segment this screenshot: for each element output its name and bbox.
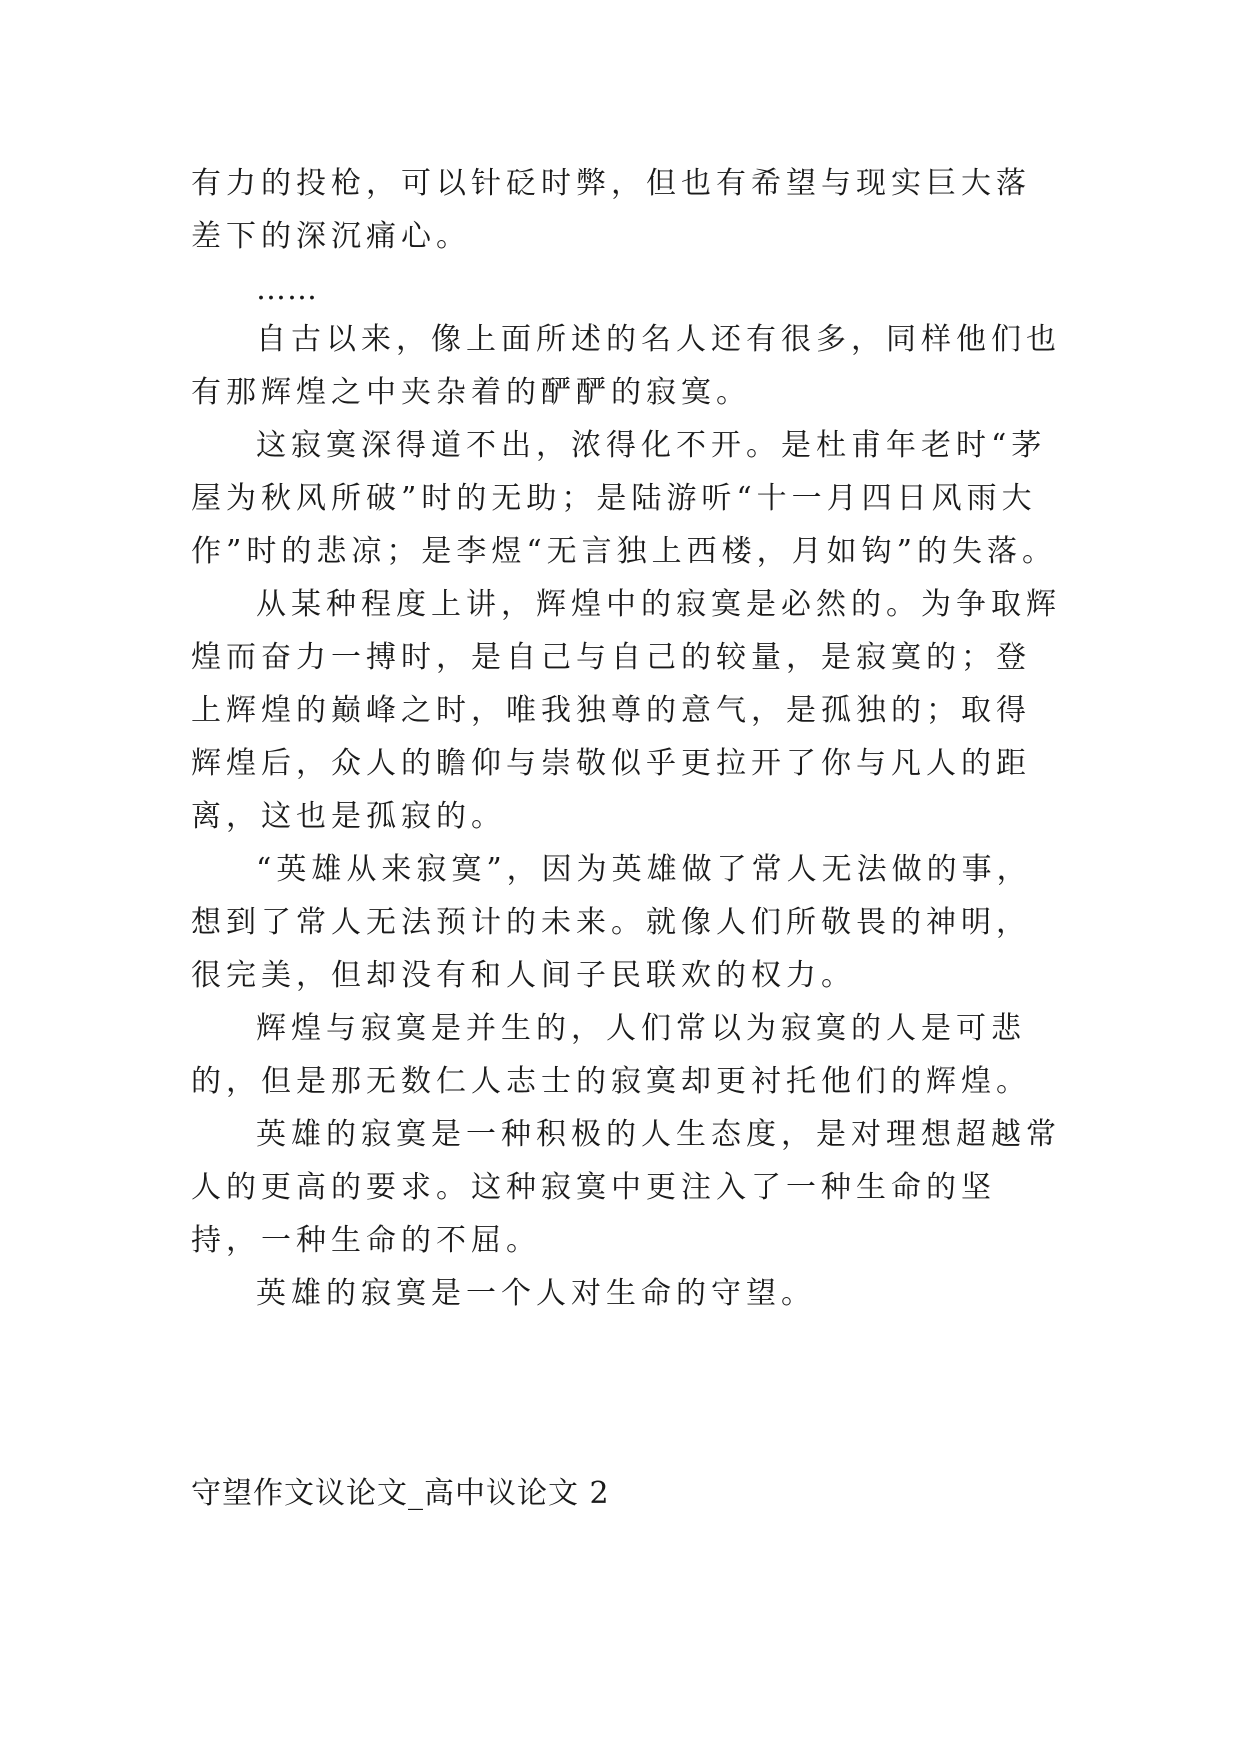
paragraph-1: 有力的投枪，可以针砭时弊，但也有希望与现实巨大落差下的深沉痛心。 xyxy=(191,166,1031,254)
paragraph-7: 英雄的寂寞是一种积极的人生态度，是对理想超越常人的更高的要求。这种寂寞中更注入了一种生命的坚持，一种生命的不屈。 xyxy=(191,1117,1061,1258)
paragraph-6: 辉煌与寂寞是并生的，人们常以为寂寞的人是可悲的，但是那无数仁人志士的寂寞却更衬托他们的辉煌。 xyxy=(191,1011,1031,1099)
document-body xyxy=(191,157,1061,1320)
paragraph-2: 自古以来，像上面所述的名人还有很多，同样他们也有那辉煌之中夹杂着的酽酽的寂寞。 xyxy=(191,322,1061,410)
section-heading: 守望作文议论文_高中议论文 2 xyxy=(191,1476,610,1511)
paragraph-8: 英雄的寂寞是一个人对生命的守望。 xyxy=(256,1276,816,1311)
ellipsis-line: …… xyxy=(256,272,318,307)
paragraph-4: 从某种程度上讲，辉煌中的寂寞是必然的。为争取辉煌而奋力一搏时，是自己与自己的较量，是寂寞的；登上辉煌的巅峰之时，唯我独尊的意气，是孤独的；取得辉煌后，众人的瞻仰与崇敬似乎更拉开了你与凡人的距离，这也是孤寂的。 xyxy=(191,587,1061,834)
paragraph-5: “英雄从来寂寞”，因为英雄做了常人无法做的事，想到了常人无法预计的未来。就像人们所敬畏的神明，很完美，但却没有和人间子民联欢的权力。 xyxy=(191,852,1032,993)
paragraph-3: 这寂寞深得道不出，浓得化不开。是杜甫年老时“茅屋为秋风所破”时的无助；是陆游听“十一月四日风雨大作”时的悲凉；是李煜“无言独上西楼，月如钩”的失落。 xyxy=(191,428,1058,569)
